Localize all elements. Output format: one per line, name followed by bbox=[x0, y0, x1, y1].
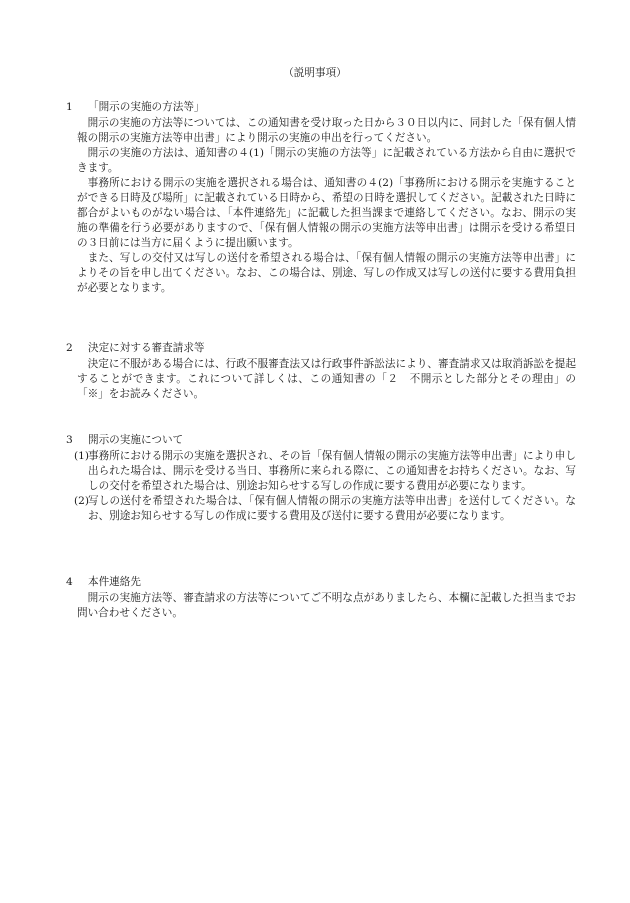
section-heading bbox=[66, 341, 576, 356]
paragraph: 開示の実施の方法等については、この通知書を受け取った日から３０日以内に、同封した「保有個人情報の開示の実施方法等申出書」により開示の実施の申出を行ってください。 bbox=[77, 117, 576, 145]
section-title: 決定に対する審査請求等 bbox=[88, 342, 205, 354]
paragraph: 開示の実施の方法は、通知書の４(1)「開示の実施の方法等」に記載されている方法から自由に選択できます。 bbox=[77, 147, 576, 175]
document-title: （説明事項） bbox=[283, 67, 347, 79]
section-number: 4 bbox=[66, 576, 73, 588]
section-title: 本件連絡先 bbox=[88, 576, 141, 588]
section-heading bbox=[66, 100, 576, 115]
section-2 bbox=[66, 341, 576, 402]
section-number: 2 bbox=[66, 342, 73, 354]
paragraph: 事務所における開示の実施を選択される場合は、通知書の４(2)「事務所における開示を実施することができる日時及び場所」に記載されている日時から、希望の日時を選択してください。記載された日時に都合がよいものがない場合は、「本件連絡先」に記載した担当課まで連絡してください。なお、開示の実施の準備を行う必要がありますので、「保有個人情報の開示の実施方法等申出書」は開示を受ける希望日の３日前には当方に届くように提出願います。 bbox=[77, 177, 576, 250]
section-4 bbox=[66, 575, 576, 621]
section-number: 1 bbox=[66, 101, 73, 113]
paragraph: 開示の実施方法等、審査請求の方法等についてご不明な点がありましたら、本欄に記載した担当までお問い合わせください。 bbox=[77, 592, 576, 620]
item-list bbox=[66, 449, 576, 524]
paragraph: また、写しの交付又は写しの送付を希望される場合は、「保有個人情報の開示の実施方法等申出書」によりその旨を申し出てください。なお、この場合は、別途、写しの作成又は写しの送付に要する費用負担が必要となります。 bbox=[77, 252, 576, 295]
list-item bbox=[66, 449, 576, 494]
list-item bbox=[66, 494, 576, 524]
section-3 bbox=[66, 433, 576, 524]
section-1 bbox=[66, 100, 576, 296]
item-marker: (1) bbox=[74, 450, 90, 463]
section-heading bbox=[66, 433, 576, 448]
section-number: 3 bbox=[66, 434, 73, 446]
section-heading bbox=[66, 575, 576, 590]
item-text: 写しの送付を希望された場合は、「保有個人情報の開示の実施方法等申出書」を送付してください。なお、別途お知らせする写しの作成に要する費用及び送付に要する費用が必要になります。 bbox=[88, 495, 576, 523]
section-title: 開示の実施について bbox=[88, 434, 184, 446]
item-marker: (2) bbox=[74, 495, 90, 508]
item-text: 事務所における開示の実施を選択され、その旨「保有個人情報の開示の実施方法等申出書」により申し出られた場合は、開示を受ける当日、事務所に来られる際に、この通知書をお持ちください。なお、写しの交付を希望された場合は、別途お知らせする写しの作成に要する費用が必要になります。 bbox=[88, 450, 576, 493]
paragraph: 決定に不服がある場合には、行政不服審査法又は行政事件訴訟法により、審査請求又は取消訴訟を提起することができます。これについて詳しくは、この通知書の「２ 不開示とした部分とその理由」の「※」をお読みください。 bbox=[77, 358, 576, 401]
section-title: 「開示の実施の方法等」 bbox=[88, 101, 205, 113]
